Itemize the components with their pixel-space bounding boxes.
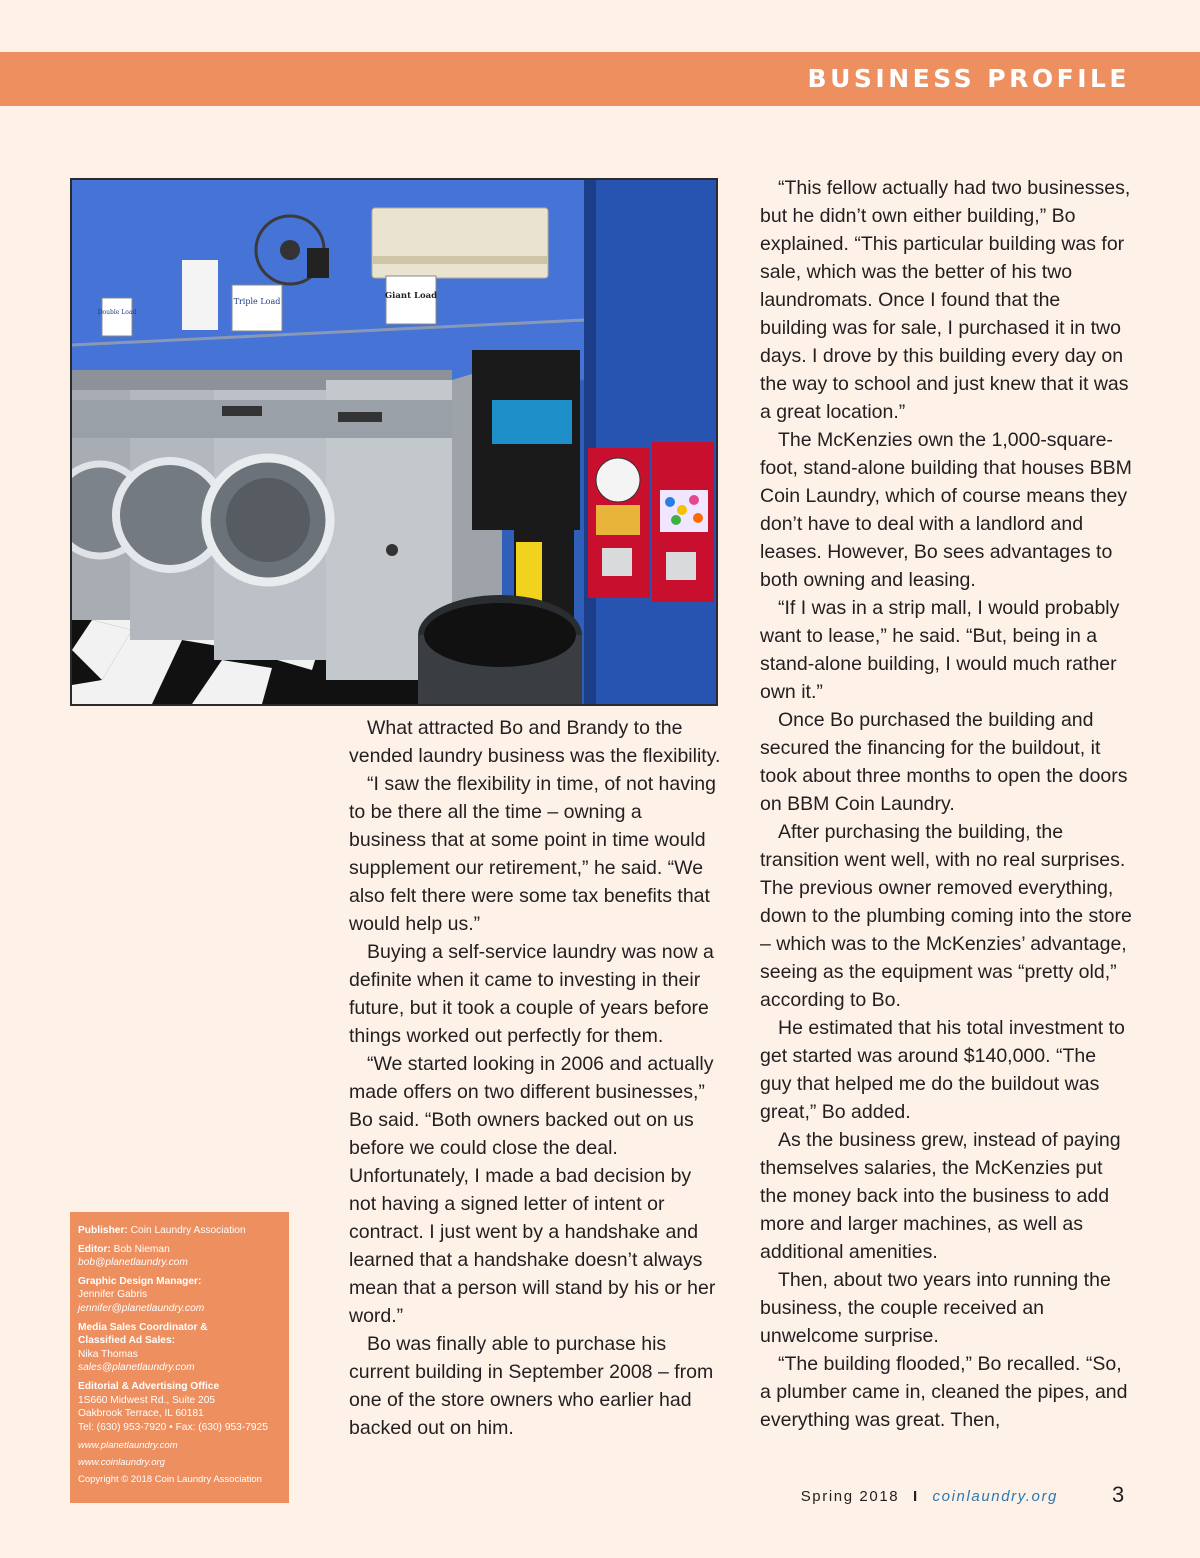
article-paragraph: “We started looking in 2006 and actually made offers on two different businesses,” Bo said. “Both owners backed out on us before we could close the deal. Unfortunately, I made a bad decision by not having a signed letter of intent or contract. I just went by a handshake and learned that a handshake doesn’t always mean that a person will stand by his or her word.” (349, 1053, 716, 1327)
sales-name: Nika Thomas (78, 1348, 138, 1360)
article-paragraph: Bo was finally able to purchase his current building in September 2008 – from one of the store owners who earlier had backed out on him. (349, 1333, 714, 1439)
page-footer (801, 1488, 1058, 1505)
editor-email: bob@planetlaundry.com (78, 1257, 188, 1269)
sign-giant-load-text: Giant Load (384, 291, 438, 301)
article-paragraph: Once Bo purchased the building and secured the financing for the buildout, it took about three months to open the doors on BBM Coin Laundry. (760, 709, 1128, 815)
article-paragraph: “If I was in a strip mall, I would probably want to lease,” he said. “But, being in a stand-alone building, I would much rather own it.” (760, 597, 1120, 703)
office-address-line1: 1S660 Midwest Rd., Suite 205 (78, 1394, 216, 1406)
masthead-editor (78, 1243, 281, 1270)
design-email: jennifer@planetlaundry.com (78, 1302, 205, 1314)
footer-site-link[interactable]: coinlaundry.org (932, 1488, 1058, 1505)
publisher-label: Publisher: (78, 1225, 128, 1236)
copyright: Copyright © 2018 Coin Laundry Association (78, 1473, 262, 1485)
article-paragraph: As the business grew, instead of paying themselves salaries, the McKenzies put the money back into the business to add more and larger machines, as well as additional amenities. (760, 1129, 1121, 1263)
publisher-name: Coin Laundry Association (130, 1225, 246, 1236)
section-header-band (0, 52, 1200, 106)
editor-label: Editor: (78, 1243, 111, 1255)
masthead-box (70, 1212, 289, 1503)
editor-name: Bob Nieman (113, 1243, 170, 1255)
sales-label-line2: Classified Ad Sales: (78, 1335, 176, 1347)
masthead-publisher (78, 1224, 281, 1238)
article-paragraph: The McKenzies own the 1,000-square-foot, stand-alone building that houses BBM Coin Laundry, which of course means they don’t have to deal with a landlord and leases. However, Bo sees advantages to both owning and leasing. (760, 429, 1132, 591)
masthead-design (78, 1275, 281, 1316)
web-link-coinlaundry[interactable]: www.coinlaundry.org (78, 1456, 165, 1468)
sales-label-line1: Media Sales Coordinator & (78, 1321, 208, 1333)
sign-double-load-text: Double Load (97, 309, 137, 316)
article-paragraph: “This fellow actually had two businesses, but he didn’t own either building,” Bo explained. “This particular building was for sale, which was the better of his two laundromats. Once I found that the building was for sale, I purchased it in two days. I drove by this building every day on the way to school and just knew that it was a great location.” (760, 177, 1131, 423)
sign-triple-load (232, 285, 282, 331)
sign-triple-load-text: Triple Load (233, 297, 281, 306)
article-paragraph: After purchasing the building, the transition went well, with no real surprises. The previous owner removed everything, down to the plumbing coming into the store – which was to the McKenzies’ advantage, seeing as the equipment was “pretty old,” according to Bo. (760, 821, 1132, 1011)
article-paragraph: He estimated that his total investment to get started was around $140,000. “The guy that helped me do the buildout was great,” Bo added. (760, 1017, 1125, 1123)
sign-giant-load (385, 276, 437, 324)
design-name: Jennifer Gabris (78, 1289, 148, 1301)
article-paragraph: Buying a self-service laundry was now a definite when it came to investing in their future, but it took a couple of years before things worked out perfectly for them. (349, 941, 714, 1047)
design-label: Graphic Design Manager: (78, 1275, 202, 1287)
article-paragraph: What attracted Bo and Brandy to the vended laundry business was the flexibility. (349, 717, 721, 767)
laundromat-photo (70, 178, 718, 706)
article-column-middle (349, 714, 721, 1442)
office-address-line2: Oakbrook Terrace, IL 60181 (78, 1408, 204, 1420)
article-column-right (760, 174, 1132, 1434)
article-paragraph: Then, about two years into running the business, the couple received an unwelcome surprise. (760, 1269, 1111, 1347)
sales-email: sales@planetlaundry.com (78, 1362, 195, 1374)
page-number: 3 (1112, 1482, 1125, 1507)
office-label: Editorial & Advertising Office (78, 1380, 220, 1392)
masthead-sales (78, 1321, 281, 1375)
article-paragraph: “I saw the flexibility in time, of not having to be there all the time – owning a business that at some point in time would supplement our retirement,” he said. “We also felt there were some tax benefits that would help us.” (349, 773, 716, 935)
office-phone: Tel: (630) 953-7920 • Fax: (630) 953-7925 (78, 1421, 268, 1433)
web-link-planetlaundry[interactable]: www.planetlaundry.com (78, 1440, 178, 1452)
footer-separator: I (912, 1488, 919, 1505)
article-paragraph: “The building flooded,” Bo recalled. “So, a plumber came in, cleaned the pipes, and everything was great. Then, (760, 1353, 1128, 1431)
masthead-office (78, 1380, 281, 1434)
sign-double-load (98, 298, 137, 336)
section-label: BUSINESS PROFILE (807, 64, 1130, 93)
footer-issue: Spring 2018 (800, 1488, 900, 1505)
